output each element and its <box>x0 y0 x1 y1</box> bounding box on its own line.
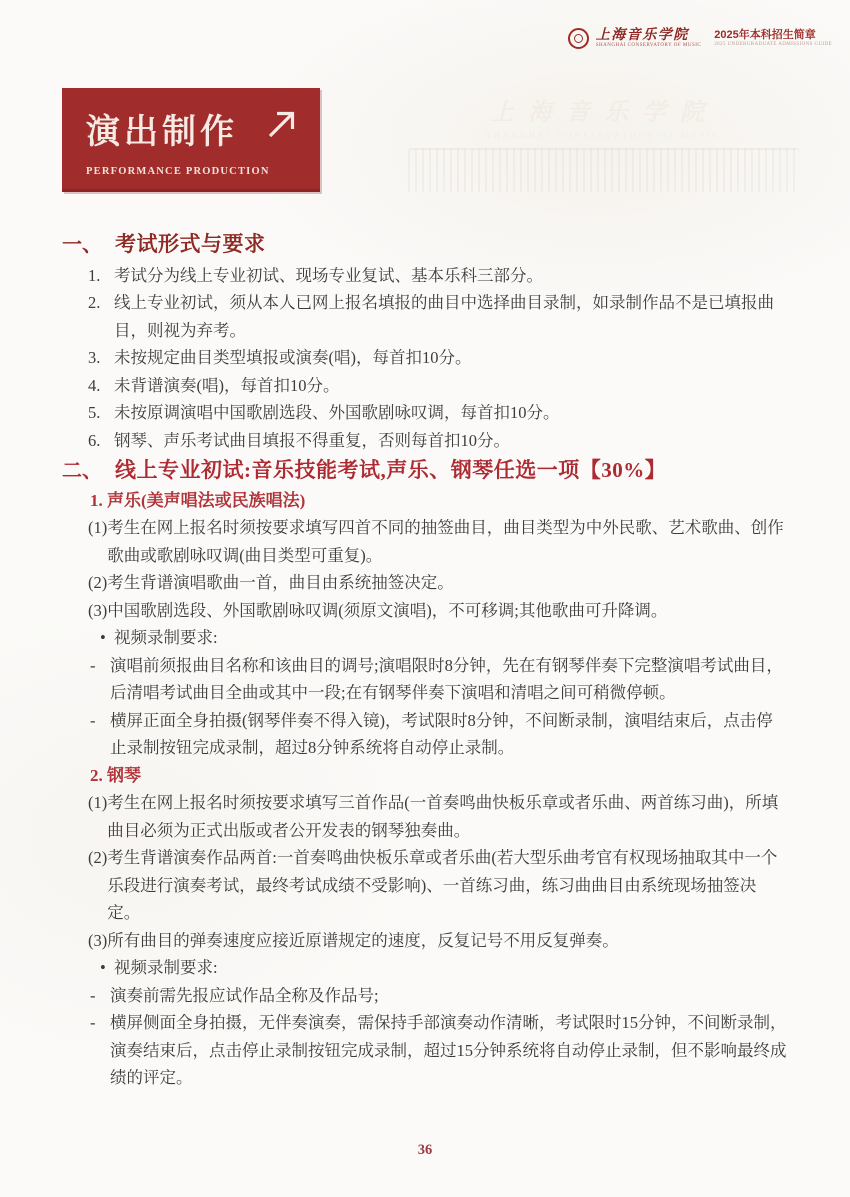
school-name-cn: 上海音乐学院 <box>595 27 689 43</box>
paragraph-number: (3) <box>88 600 108 620</box>
section-2-heading <box>62 457 789 486</box>
note-item <box>90 652 789 707</box>
paragraph-number: (2) <box>88 573 108 592</box>
item-number: 3. <box>88 348 101 367</box>
item-number: 5. <box>88 403 101 422</box>
watermark-fence-graphic <box>408 148 800 192</box>
note-text: 演唱前须报曲目名称和该曲目的调号;演唱限时8分钟，先在有钢琴伴奏下完整演唱考试曲目，后清唱考试曲目全曲或其中一段;在有钢琴伴奏下演唱和清唱之间可稍微停顿。 <box>110 655 783 702</box>
paragraph <box>88 597 789 625</box>
banner-subtitle-en: PERFORMANCE PRODUCTION <box>86 166 270 177</box>
dash-icon: - <box>90 985 96 1005</box>
list-item <box>88 372 789 400</box>
paragraph-text: 所有曲目的弹奏速度应接近原谱规定的速度，反复记号不用反复弹奏。 <box>107 930 619 950</box>
banner-title: 演出制作 <box>86 114 238 151</box>
bullet-icon: • <box>100 958 106 977</box>
item-text: 未按规定曲目类型填报或演奏(唱)，每首扣10分。 <box>114 348 472 367</box>
video-requirements-heading <box>100 624 789 652</box>
diagonal-arrow-icon <box>264 108 298 142</box>
page-header <box>568 28 832 49</box>
subsection-vocal-heading: 1. 声乐(美声唱法或民族唱法) <box>90 490 306 510</box>
item-text: 未按原调演唱中国歌剧选段、外国歌剧咏叹调，每首扣10分。 <box>114 403 560 422</box>
note-text: 横屏侧面全身拍摄，无伴奏演奏，需保持手部演奏动作清晰，考试限时15分钟，不间断录制，演奏结束后，点击停止录制按钮完成录制，超过15分钟系统将自动停止录制，但不影响最终成绩的评定。 <box>110 1013 787 1087</box>
document-body <box>62 231 789 1092</box>
list-item <box>88 399 789 427</box>
paragraph <box>88 927 789 955</box>
item-number: 4. <box>88 375 101 395</box>
dash-icon: - <box>90 1013 96 1032</box>
item-text: 线上专业初试，须从本人已网上报名填报的曲目中选择曲目录制，如录制作品不是已填报曲目，则视为弃考。 <box>114 293 774 340</box>
list-item <box>88 427 789 455</box>
section-1-marker: 一、 <box>62 234 102 256</box>
item-text: 未背谱演奏(唱)，每首扣10分。 <box>114 375 340 395</box>
paragraph <box>88 569 789 597</box>
item-text: 钢琴、声乐考试曲目填报不得重复，否则每首扣10分。 <box>114 430 510 450</box>
video-requirements-label: 视频录制要求: <box>114 958 218 977</box>
subsection-piano-heading: 2. 钢琴 <box>90 765 141 785</box>
section-banner <box>62 88 320 192</box>
school-seal-icon <box>568 28 589 49</box>
video-requirements-label: 视频录制要求: <box>114 628 218 647</box>
paragraph <box>88 844 789 927</box>
brochure-title-en: 2025 UNDERGRADUATE ADMISSIONS GUIDE <box>714 42 832 48</box>
section-2-title: 线上专业初试:音乐技能考试,声乐、钢琴任选一项【30%】 <box>115 458 667 482</box>
section-1-heading <box>62 231 789 260</box>
school-name-block <box>596 29 702 49</box>
school-name-en: SHANGHAI CONSERVATORY OF MUSIC <box>595 43 702 49</box>
section-1-title: 考试形式与要求 <box>115 232 266 256</box>
note-text: 横屏正面全身拍摄(钢琴伴奏不得入镜)，考试限时8分钟，不间断录制，演唱结束后，点击停止录制按钮完成录制，超过8分钟系统将自动停止录制。 <box>110 710 773 757</box>
item-number: 6. <box>88 430 101 450</box>
paragraph-text: 考生背谱演唱歌曲一首，曲目由系统抽签决定。 <box>107 573 454 592</box>
item-number: 1. <box>88 265 101 285</box>
brochure-title-block <box>708 29 832 48</box>
item-text: 考试分为线上专业初试、现场专业复试、基本乐科三部分。 <box>114 265 543 285</box>
paragraph-number: (1) <box>88 793 108 812</box>
paragraph-number: (3) <box>88 930 108 950</box>
paragraph <box>88 514 789 569</box>
note-item <box>90 1009 789 1092</box>
paragraph-number: (1) <box>88 518 108 537</box>
video-requirements-heading <box>100 954 789 982</box>
list-item <box>88 289 789 344</box>
page-number: 36 <box>417 1142 433 1158</box>
brochure-title-cn: 2025年本科招生简章 <box>714 28 816 41</box>
paragraph-number: (2) <box>88 848 108 867</box>
dash-icon: - <box>90 655 96 675</box>
bullet-icon: • <box>100 628 106 647</box>
paragraph-text: 中国歌剧选段、外国歌剧咏叹调(须原文演唱)，不可移调;其他歌曲可升降调。 <box>107 600 668 620</box>
list-item <box>88 262 789 290</box>
note-item <box>90 982 789 1010</box>
note-item <box>90 707 789 762</box>
paragraph-text: 考生背谱演奏作品两首:一首奏鸣曲快板乐章或者乐曲(若大型乐曲考官有权现场抽取其中一个乐段进行演奏考试，最终考试成绩不受影响)、一首练习曲，练习曲曲目由系统现场抽签决定。 <box>107 848 778 922</box>
section-2-marker: 二、 <box>62 460 102 482</box>
paragraph <box>88 789 789 844</box>
list-item <box>88 344 789 372</box>
paragraph-text: 考生在网上报名时须按要求填写四首不同的抽签曲目，曲目类型为中外民歌、艺术歌曲、创作歌曲或歌剧咏叹调(曲目类型可重复)。 <box>107 518 784 565</box>
note-text: 演奏前需先报应试作品全称及作品号; <box>110 985 379 1005</box>
watermark-school-name-en: SHANGHAI CONSERVATORY OF MUSIC <box>486 131 722 140</box>
dash-icon: - <box>90 710 96 730</box>
paragraph-text: 考生在网上报名时须按要求填写三首作品(一首奏鸣曲快板乐章或者乐曲、两首练习曲)，所填曲目必须为正式出版或者公开发表的钢琴独奏曲。 <box>107 793 779 840</box>
item-number: 2. <box>88 293 101 312</box>
campus-watermark-image <box>408 92 800 208</box>
watermark-school-name-cn: 上海音乐学院 <box>490 100 718 126</box>
